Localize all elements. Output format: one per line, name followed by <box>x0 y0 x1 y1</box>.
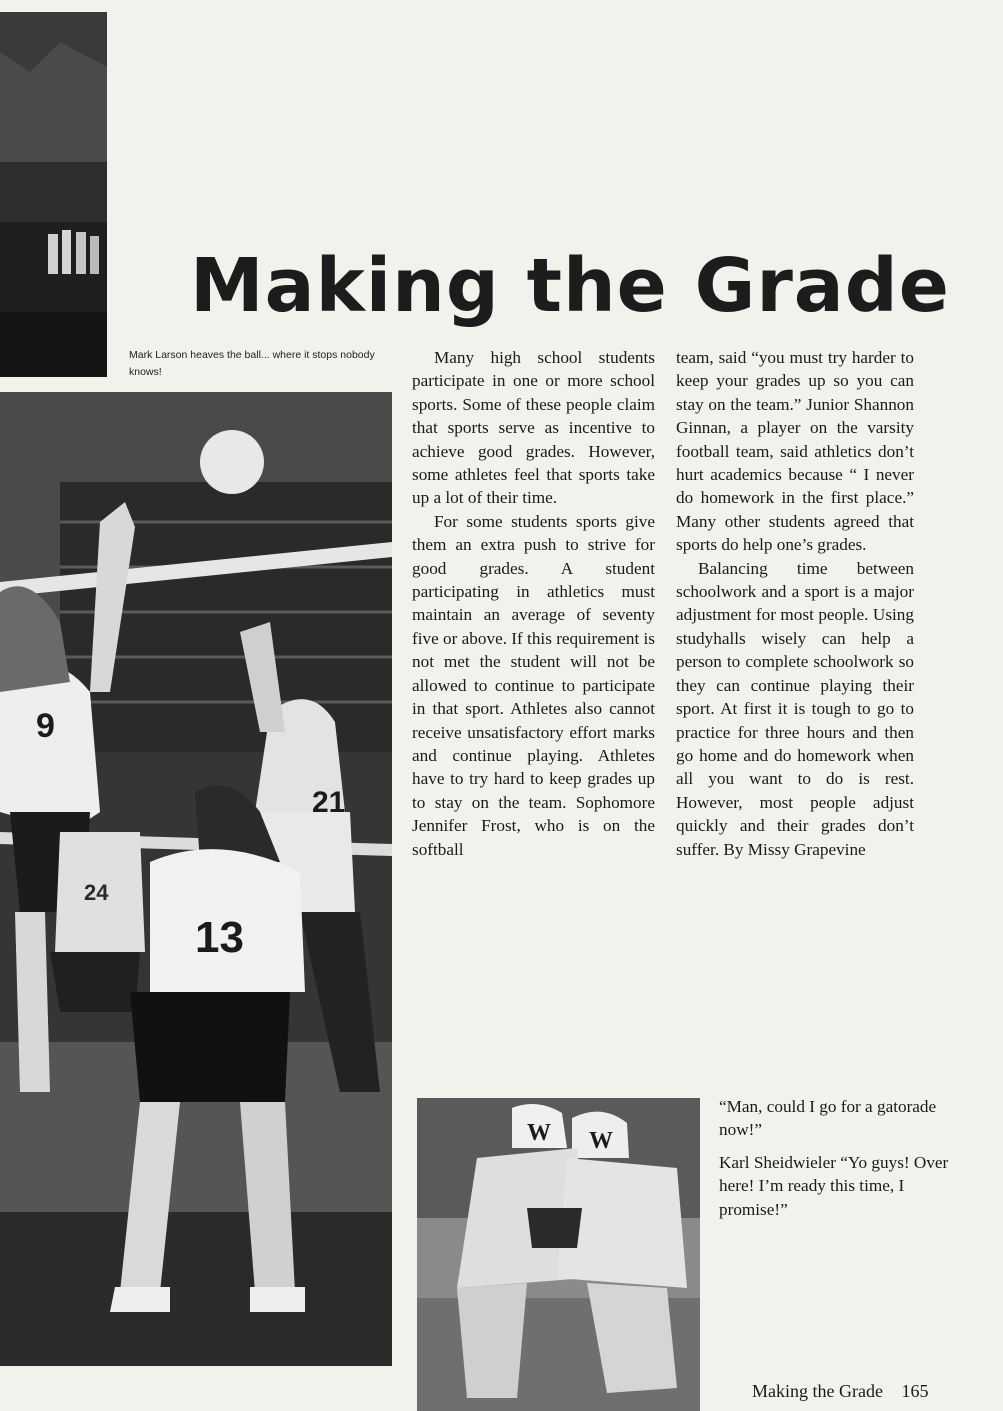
article-paragraph: Many high school students participate in one or more school sports. Some of these people claim that sports serve as incentive to achieve good grades. However, some athletes feel that sports take up a lot of their time. <box>412 348 655 508</box>
article-paragraph: For some students sports give them an extra push to strive for good grades. A student participating in athletics must maintain an average of seventy five or above. If this requirement is not met the student will not be allowed to continue to participate in that sport. Athletes also cannot receive unsatisfactory effort marks and continue playing. Athletes have to try hard to keep grades up to stay on the team. Sophomore Jennifer Frost, who is on the softball <box>412 511 655 859</box>
photo-football-players <box>417 1098 700 1411</box>
page-number: 165 <box>901 1381 929 1401</box>
jersey-number-21: 21 <box>312 786 346 819</box>
photo-football-field-image <box>0 12 107 377</box>
photo-quotes <box>719 1095 959 1230</box>
photo-caption: Mark Larson heaves the ball... where it stops nobody knows! <box>129 349 375 378</box>
article-column-2 <box>676 346 914 861</box>
photo-football-image <box>417 1098 700 1411</box>
photo-football-field <box>0 12 107 377</box>
helmet-letter-w-left: W <box>527 1120 551 1146</box>
page-title: Making the Grade <box>190 243 950 329</box>
quote-gatorade: “Man, could I go for a gatorade now!” <box>719 1097 937 1140</box>
article-paragraph: team, said “you must try harder to keep your grades up so you can stay on the team.” Junior Shannon Ginnan, a player on the varsity football team, said athletics don’t hurt academics because “ I never do homework in the first place.” Many other students agreed that sports do help one’s grades. <box>676 348 914 555</box>
jersey-number-9: 9 <box>36 707 55 745</box>
quote-karl-sheidwieler: Karl Sheidwieler “Yo guys! Over here! I’m ready this time, I promise!” <box>719 1152 949 1219</box>
page-footer <box>752 1381 928 1402</box>
photo-volleyball-image <box>0 392 392 1366</box>
photo-volleyball-game <box>0 392 392 1366</box>
jersey-number-13: 13 <box>195 913 244 962</box>
helmet-letter-w-right: W <box>589 1128 613 1154</box>
article-paragraph: Balancing time between schoolwork and a sport is a major adjustment for most people. Using studyhalls wisely can help a person to complete schoolwork so they can continue playing their sport. At first it is tough to go to practice for three hours and then go home and do homework when all you want to do is rest. However, most people adjust quickly and their grades don’t suffer. By Missy Grapevine <box>676 558 914 859</box>
article-column-1 <box>412 346 655 861</box>
footer-title: Making the Grade <box>752 1381 883 1401</box>
jersey-number-24: 24 <box>84 880 109 905</box>
